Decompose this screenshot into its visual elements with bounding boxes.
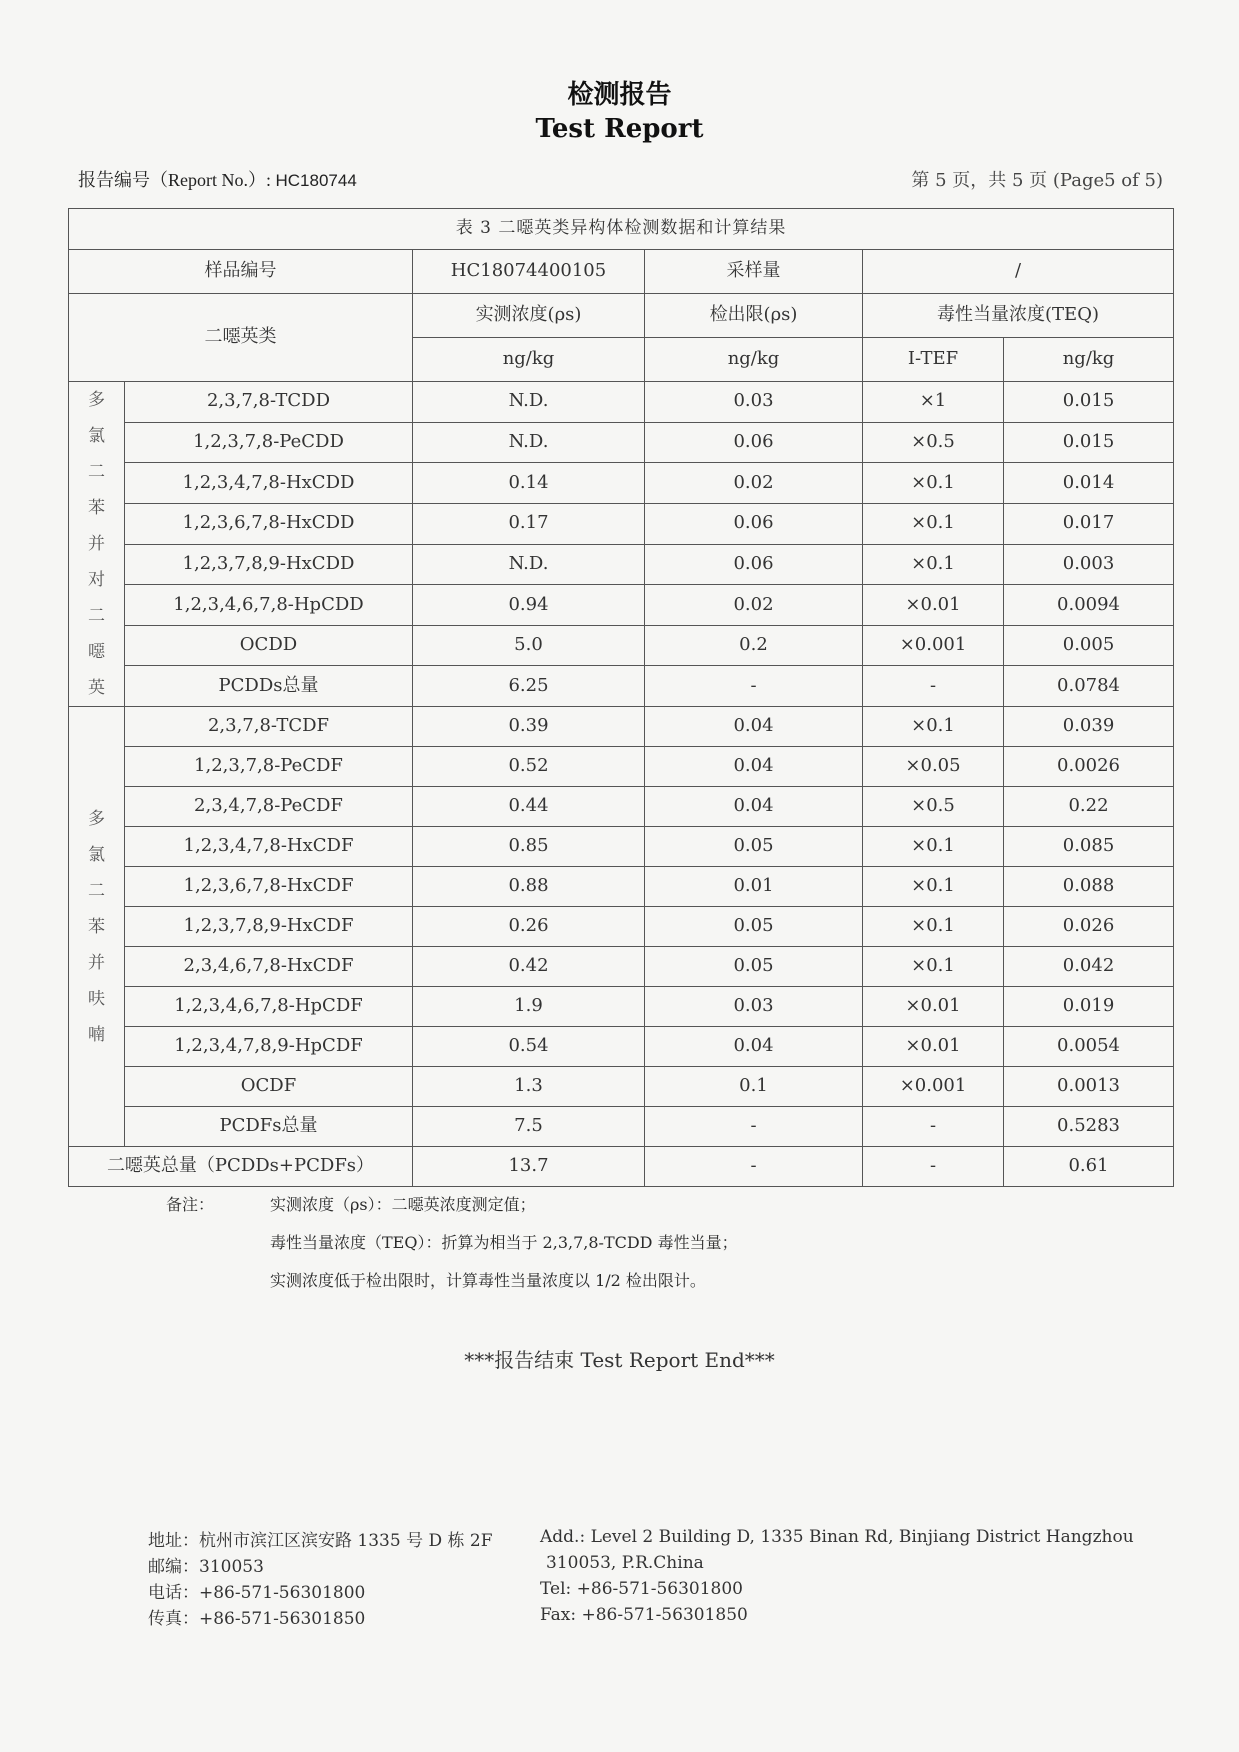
teq-value: 0.0026	[1004, 747, 1174, 787]
congener-name: 2,3,4,6,7,8-HxCDF	[125, 947, 413, 987]
dioxin-data-table	[68, 208, 1174, 1187]
teq-value: 0.0094	[1004, 585, 1174, 626]
congener-name: 1,2,3,4,6,7,8-HpCDD	[125, 585, 413, 626]
itef-value: ×0.001	[863, 1067, 1004, 1107]
measured-value: 0.39	[413, 707, 645, 747]
itef-value: ×0.01	[863, 1027, 1004, 1067]
teq-value: 0.0054	[1004, 1027, 1174, 1067]
group-label-pcdd	[69, 382, 125, 707]
footer-en-address-1: Add.: Level 2 Building D, 1335 Binan Rd, Binjiang District Hangzhou	[540, 1527, 1134, 1547]
group-label-pcdd-char: 二	[88, 462, 105, 482]
measured-value: 0.42	[413, 947, 645, 987]
itef-value: -	[863, 666, 1004, 707]
teq-value: 0.085	[1004, 827, 1174, 867]
teq-value: 0.0784	[1004, 666, 1174, 707]
itef-value: ×0.1	[863, 827, 1004, 867]
congener-name: 1,2,3,4,7,8-HxCDF	[125, 827, 413, 867]
group-label-pcdf-char: 二	[88, 880, 105, 901]
measured-value: 5.0	[413, 625, 645, 666]
teq-value: 0.003	[1004, 544, 1174, 585]
group-label-pcdd-char: 苯	[88, 498, 105, 518]
group-label-pcdf-char: 并	[88, 952, 105, 973]
table-row	[69, 503, 1174, 544]
congener-name: 1,2,3,7,8,9-HxCDD	[125, 544, 413, 585]
table-row	[69, 1027, 1174, 1067]
report-end-mark: ***报告结束 Test Report End***	[464, 1348, 775, 1372]
itef-value: ×0.1	[863, 907, 1004, 947]
detection-limit: 0.01	[645, 867, 863, 907]
detection-limit: 0.04	[645, 1027, 863, 1067]
total-itef: -	[863, 1147, 1004, 1187]
congener-name: 1,2,3,6,7,8-HxCDD	[125, 503, 413, 544]
congener-name: 1,2,3,7,8-PeCDF	[125, 747, 413, 787]
itef-value: ×0.1	[863, 707, 1004, 747]
congener-name: 1,2,3,4,6,7,8-HpCDF	[125, 987, 413, 1027]
table-row	[69, 907, 1174, 947]
detection-limit: 0.02	[645, 585, 863, 626]
itef-value: ×0.1	[863, 463, 1004, 504]
table-row	[69, 544, 1174, 585]
detection-limit: 0.02	[645, 463, 863, 504]
unit-teq: ng/kg	[1004, 338, 1174, 382]
detection-limit: 0.06	[645, 544, 863, 585]
detection-limit: 0.05	[645, 947, 863, 987]
itef-value: -	[863, 1107, 1004, 1147]
itef-value: ×0.1	[863, 947, 1004, 987]
detection-limit: 0.03	[645, 382, 863, 423]
itef-value: ×0.1	[863, 503, 1004, 544]
teq-value: 0.015	[1004, 422, 1174, 463]
footer-en-fax: Fax: +86-571-56301850	[540, 1605, 748, 1625]
teq-header: 毒性当量浓度(TEQ)	[863, 294, 1174, 338]
detection-limit: 0.06	[645, 503, 863, 544]
teq-value: 0.039	[1004, 707, 1174, 747]
footer-en-address-2: 310053, P.R.China	[546, 1553, 704, 1573]
teq-value: 0.019	[1004, 987, 1174, 1027]
note-line-3: 实测浓度低于检出限时，计算毒性当量浓度以 1/2 检出限计。	[270, 1271, 706, 1290]
footer-cn-address: 地址：杭州市滨江区滨安路 1335 号 D 栋 2F	[148, 1531, 493, 1551]
group-label-pcdd-char: 多	[88, 390, 105, 410]
detection-limit: 0.05	[645, 827, 863, 867]
measured-value: N.D.	[413, 422, 645, 463]
measured-value: 1.3	[413, 1067, 645, 1107]
group-label-pcdf-char: 喃	[88, 1024, 105, 1045]
table-caption: 表 3 二噁英类异构体检测数据和计算结果	[69, 209, 1174, 250]
detection-limit: 0.04	[645, 707, 863, 747]
total-measured: 13.7	[413, 1147, 645, 1187]
group-label-pcdf-char: 苯	[88, 916, 105, 937]
table-row	[69, 787, 1174, 827]
congener-name: 1,2,3,6,7,8-HxCDF	[125, 867, 413, 907]
unit-measured: ng/kg	[413, 338, 645, 382]
table-row	[69, 827, 1174, 867]
table-row	[69, 1067, 1174, 1107]
total-limit: -	[645, 1147, 863, 1187]
teq-value: 0.015	[1004, 382, 1174, 423]
report-title-cn: 检测报告	[567, 80, 672, 110]
sampling-amount-label: 采样量	[645, 250, 863, 294]
itef-value: ×0.5	[863, 787, 1004, 827]
itef-value: ×0.01	[863, 585, 1004, 626]
teq-value: 0.026	[1004, 907, 1174, 947]
footer-cn-tel: 电话：+86-571-56301800	[148, 1583, 366, 1603]
table-row	[69, 947, 1174, 987]
measured-value: 0.88	[413, 867, 645, 907]
table-row	[69, 747, 1174, 787]
total-name: 二噁英总量（PCDDs+PCDFs）	[69, 1147, 413, 1187]
group-label-pcdd-char: 噁	[88, 642, 105, 662]
itef-value: ×0.05	[863, 747, 1004, 787]
notes-label: 备注：	[166, 1195, 215, 1214]
measured-value: 6.25	[413, 666, 645, 707]
detection-limit: 0.03	[645, 987, 863, 1027]
measured-value: N.D.	[413, 544, 645, 585]
sample-no-value: HC18074400105	[413, 250, 645, 294]
itef-value: ×0.001	[863, 625, 1004, 666]
measured-value: 0.14	[413, 463, 645, 504]
table-row	[69, 707, 1174, 747]
measured-value: 0.52	[413, 747, 645, 787]
detection-limit: 0.05	[645, 907, 863, 947]
group-label-pcdd-char: 对	[88, 570, 105, 590]
table-row	[69, 382, 1174, 423]
unit-limit: ng/kg	[645, 338, 863, 382]
footer-en-tel: Tel: +86-571-56301800	[540, 1579, 743, 1599]
limit-header: 检出限(ρs)	[645, 294, 863, 338]
detection-limit: 0.06	[645, 422, 863, 463]
congener-name: PCDDs总量	[125, 666, 413, 707]
group-label-pcdd-char: 二	[88, 606, 105, 626]
note-line-1: 实测浓度（ρs）：二噁英浓度测定值；	[270, 1195, 536, 1214]
detection-limit: 0.04	[645, 747, 863, 787]
table-row	[69, 666, 1174, 707]
measured-value: 0.26	[413, 907, 645, 947]
itef-value: ×0.1	[863, 867, 1004, 907]
teq-value: 0.5283	[1004, 1107, 1174, 1147]
report-number-label: 报告编号（Report No.）:	[78, 170, 276, 190]
teq-value: 0.017	[1004, 503, 1174, 544]
teq-value: 0.0013	[1004, 1067, 1174, 1107]
footer-contact-cn	[148, 1528, 493, 1632]
report-title-en: Test Report	[535, 114, 704, 144]
teq-value: 0.005	[1004, 625, 1174, 666]
teq-value: 0.042	[1004, 947, 1174, 987]
sampling-amount-value: /	[863, 250, 1174, 294]
unit-itef: I-TEF	[863, 338, 1004, 382]
footer-cn-fax: 传真：+86-571-56301850	[148, 1609, 366, 1629]
report-number	[78, 166, 357, 192]
table-row	[69, 625, 1174, 666]
itef-value: ×0.5	[863, 422, 1004, 463]
detection-limit: -	[645, 1107, 863, 1147]
group-label-pcdd-char: 并	[88, 534, 105, 554]
congener-name: OCDF	[125, 1067, 413, 1107]
detection-limit: 0.04	[645, 787, 863, 827]
itef-value: ×0.1	[863, 544, 1004, 585]
measured-value: 0.17	[413, 503, 645, 544]
footer-cn-postcode: 邮编：310053	[148, 1557, 264, 1577]
measured-header: 实测浓度(ρs)	[413, 294, 645, 338]
table-row	[69, 867, 1174, 907]
congener-name: OCDD	[125, 625, 413, 666]
group-label-pcdf-char: 多	[88, 808, 105, 829]
table-row	[69, 987, 1174, 1027]
congener-name: 1,2,3,7,8-PeCDD	[125, 422, 413, 463]
table-row	[69, 463, 1174, 504]
measured-value: 1.9	[413, 987, 645, 1027]
table-row	[69, 585, 1174, 626]
footer-contact-en	[540, 1524, 1134, 1628]
table-row-total	[69, 1147, 1174, 1187]
measured-value: 0.54	[413, 1027, 645, 1067]
detection-limit: 0.2	[645, 625, 863, 666]
congener-name: 2,3,4,7,8-PeCDF	[125, 787, 413, 827]
congener-name: 2,3,7,8-TCDF	[125, 707, 413, 747]
group-label-pcdd-char: 氯	[88, 426, 105, 446]
sample-no-label: 样品编号	[69, 250, 413, 294]
measured-value: 7.5	[413, 1107, 645, 1147]
report-number-value: HC180744	[275, 171, 357, 190]
measured-value: 0.94	[413, 585, 645, 626]
group-label-pcdf	[69, 707, 125, 1147]
page-info: 第 5 页，共 5 页 (Page5 of 5)	[911, 170, 1163, 191]
measured-value: 0.44	[413, 787, 645, 827]
group-label-pcdd-char: 英	[88, 678, 105, 698]
group-label-pcdf-char: 呋	[88, 988, 105, 1009]
note-line-2: 毒性当量浓度（TEQ）：折算为相当于 2,3,7,8-TCDD 毒性当量；	[270, 1233, 738, 1252]
teq-value: 0.22	[1004, 787, 1174, 827]
table-row	[69, 422, 1174, 463]
group-label-pcdf-char: 氯	[88, 844, 105, 865]
detection-limit: -	[645, 666, 863, 707]
congener-name: 1,2,3,7,8,9-HxCDF	[125, 907, 413, 947]
congener-name: 2,3,7,8-TCDD	[125, 382, 413, 423]
measured-value: 0.85	[413, 827, 645, 867]
teq-value: 0.014	[1004, 463, 1174, 504]
congener-name: 1,2,3,4,7,8-HxCDD	[125, 463, 413, 504]
detection-limit: 0.1	[645, 1067, 863, 1107]
measured-value: N.D.	[413, 382, 645, 423]
congener-name: PCDFs总量	[125, 1107, 413, 1147]
table-row	[69, 1107, 1174, 1147]
itef-value: ×1	[863, 382, 1004, 423]
congener-name: 1,2,3,4,7,8,9-HpCDF	[125, 1027, 413, 1067]
total-teq: 0.61	[1004, 1147, 1174, 1187]
itef-value: ×0.01	[863, 987, 1004, 1027]
teq-value: 0.088	[1004, 867, 1174, 907]
dioxin-class-header: 二噁英类	[69, 294, 413, 382]
